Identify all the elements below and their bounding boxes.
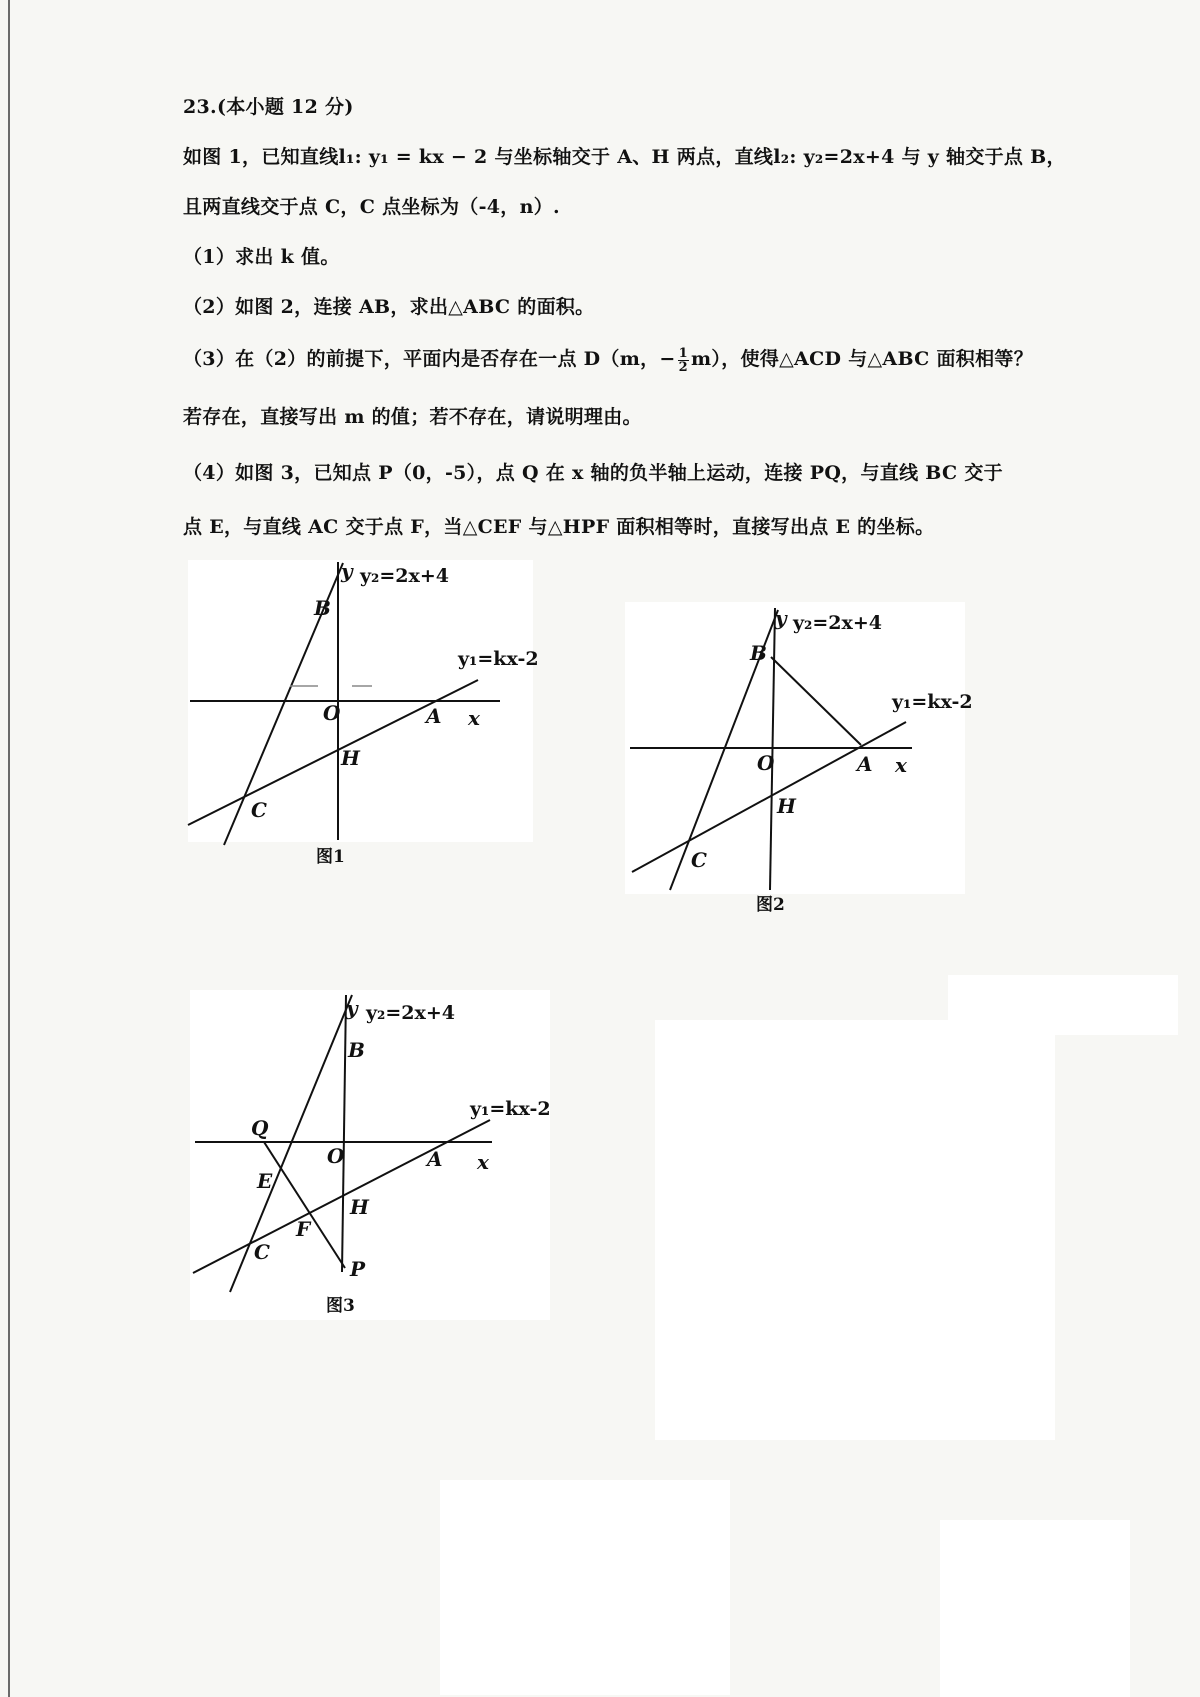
fig3-eq-l1: y₁=kx-2	[470, 1098, 551, 1120]
problem-header: 23.(本小题 12 分)	[183, 96, 354, 118]
fig3-caption: 图3	[326, 1296, 355, 1316]
fig3-label-y: y	[346, 996, 358, 1020]
fig3-label-Q: Q	[251, 1116, 269, 1140]
fig3-label-H: H	[350, 1195, 369, 1219]
question-3-line2: 若存在，直接写出 m 的值；若不存在，请说明理由。	[183, 406, 642, 428]
fig2-label-y: y	[775, 606, 787, 630]
fig2-label-H: H	[777, 794, 796, 818]
question-4-line1: （4）如图 3，已知点 P（0，-5），点 Q 在 x 轴的负半轴上运动，连接 PQ，与直线 BC 交于	[183, 462, 1003, 484]
fig1-label-H: H	[341, 746, 360, 770]
fig1-eq-l2: y₂=2x+4	[360, 565, 449, 587]
fraction-denominator: 2	[678, 359, 689, 375]
fig2-label-A: A	[857, 752, 873, 776]
fig2-label-B: B	[750, 641, 767, 665]
fig2-label-C: C	[691, 848, 707, 872]
problem-intro-line2: 且两直线交于点 C，C 点坐标为（-4，n）.	[183, 196, 560, 218]
fig2-eq-l2: y₂=2x+4	[793, 612, 882, 634]
fig3-label-P: P	[350, 1257, 366, 1281]
fig1-label-A: A	[426, 704, 442, 728]
fig1-label-O: O	[323, 701, 341, 725]
fig2-eq-l1: y₁=kx-2	[892, 691, 973, 713]
fig1-label-x: x	[468, 706, 480, 730]
question-3-post: m），使得△ACD 与△ABC 面积相等？	[691, 348, 1034, 370]
fig3-label-B: B	[348, 1038, 365, 1062]
question-3-pre: （3）在（2）的前提下，平面内是否存在一点 D（m，−	[183, 348, 676, 370]
figure-3-background	[190, 990, 550, 1320]
fig1-label-C: C	[251, 798, 267, 822]
question-1: （1）求出 k 值。	[183, 246, 340, 268]
question-4-line2: 点 E，与直线 AC 交于点 F，当△CEF 与△HPF 面积相等时，直接写出点 E 的坐标。	[183, 516, 935, 538]
problem-intro-line1: 如图 1，已知直线l₁: y₁ = kx − 2 与坐标轴交于 A、H 两点，直线l₂: y₂=2x+4 与 y 轴交于点 B，	[183, 146, 1066, 168]
fig1-label-y: y	[341, 559, 353, 583]
fig1-eq-l1: y₁=kx-2	[458, 648, 539, 670]
fig2-label-O: O	[757, 751, 775, 775]
fig3-label-O: O	[327, 1144, 345, 1168]
fraction-numerator: 1	[678, 345, 689, 361]
fig3-label-E: E	[257, 1169, 273, 1193]
fig3-label-C: C	[254, 1240, 270, 1264]
fig3-label-F: F	[296, 1217, 311, 1241]
question-2: （2）如图 2，连接 AB，求出△ABC 的面积。	[183, 296, 595, 318]
fig1-caption: 图1	[316, 847, 345, 867]
fig3-label-A: A	[427, 1147, 443, 1171]
fig3-eq-l2: y₂=2x+4	[366, 1002, 455, 1024]
fig2-caption: 图2	[756, 895, 785, 915]
fig1-label-B: B	[314, 596, 331, 620]
fig3-label-x: x	[477, 1150, 489, 1174]
fig2-label-x: x	[895, 753, 907, 777]
